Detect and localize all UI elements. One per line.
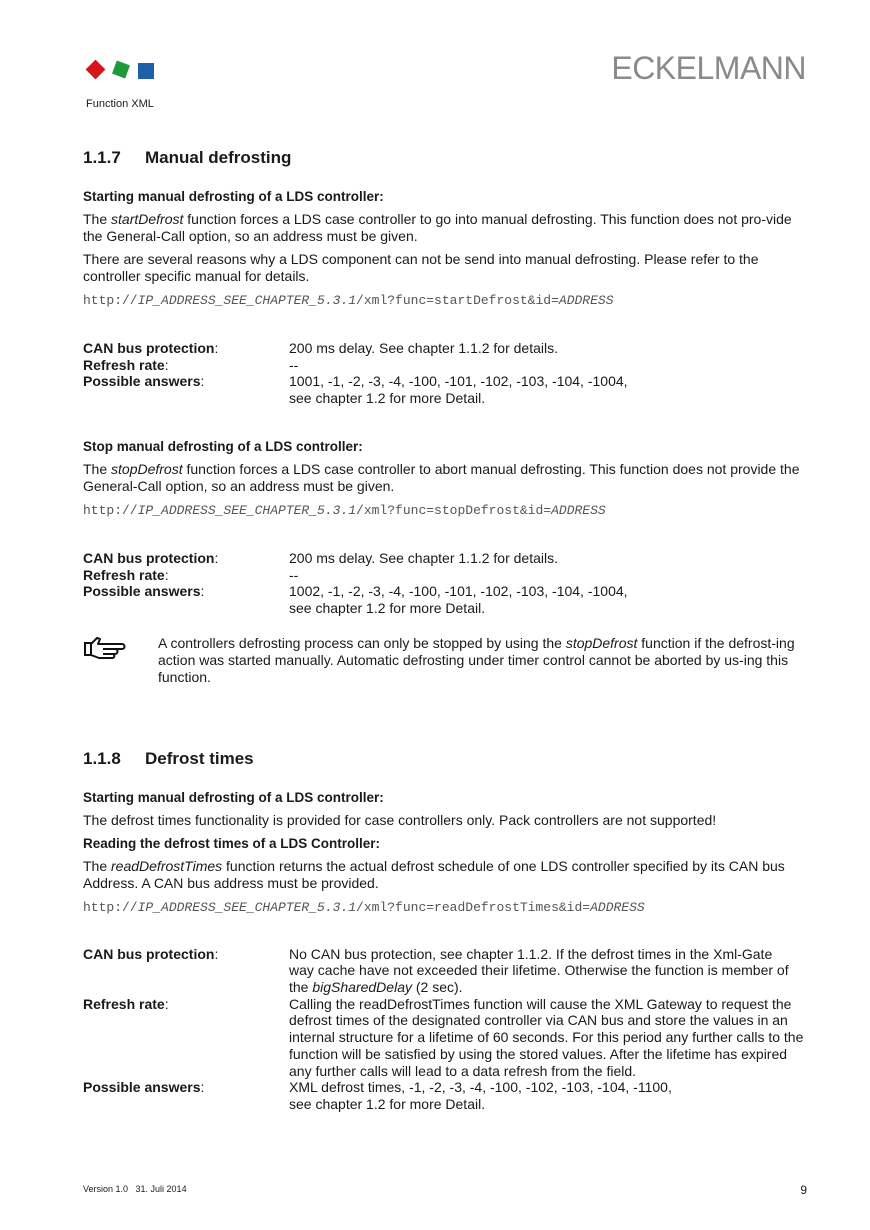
page-content bbox=[83, 140, 807, 1113]
subheading: Starting manual defrosting of a LDS controller: bbox=[83, 789, 384, 805]
url-example: http://IP_ADDRESS_SEE_CHAPTER_5.3.1/xml?func=stopDefrost&id=ADDRESS bbox=[83, 502, 606, 518]
url-example: http://IP_ADDRESS_SEE_CHAPTER_5.3.1/xml?func=readDefrostTimes&id=ADDRESS bbox=[83, 899, 645, 915]
subheading-stop-defrost: Stop manual defrosting of a LDS controller: bbox=[83, 438, 363, 454]
url-example: http://IP_ADDRESS_SEE_CHAPTER_5.3.1/xml?func=startDefrost&id=ADDRESS bbox=[83, 293, 614, 308]
subheading-reading-defrost-times: Reading the defrost times of a LDS Controller: bbox=[83, 835, 381, 851]
paragraph: The startDefrost function forces a LDS case controller to go into manual defrosting. This function does not pro-vide the General-Call option, so an address must be given. bbox=[83, 211, 792, 244]
footer-version: Version 1.0 31. Juli 2014 bbox=[83, 1184, 187, 1194]
section-heading-1-1-8: 1.1.8 Defrost times bbox=[83, 748, 254, 768]
paragraph: The stopDefrost function forces a LDS case controller to abort manual defrosting. This function does not provide the General-Call option, so an address must be given. bbox=[83, 460, 800, 494]
paragraph: The readDefrostTimes function returns the actual defrost schedule of one LDS controller specified by its CAN bus Address. A CAN bus address must be provided. bbox=[83, 857, 785, 891]
pointing-hand-icon bbox=[83, 635, 158, 686]
brand-name: ECKELMANN bbox=[611, 50, 806, 86]
properties-table: CAN bus protection: No CAN bus protection, see chapter 1.1.2. If the defrost times in the Xml-Gate way cache have not exceeded their lifetime. Otherwise the function is member of the bigSharedDelay (2 sec). Refresh rate: Calling the readDefrostTimes function will cause the XML Gateway to request the defrost times of the designated controller via CAN bus and store the values in an internal structure for a lifetime of 60 seconds. For this period any further calls to the function will be satisfied by using the stored values. After the lifetime has expired any further calls will lead to a data refresh from the field. Possible answers: XML defrost times, -1, -2, -3, -4, -100, -102, -103, -104, -1100, see chapter 1.2 for more Detail. bbox=[83, 945, 804, 1112]
section-heading-1-1-7: 1.1.7 Manual defrosting bbox=[83, 148, 292, 167]
paragraph: There are several reasons why a LDS component can not be send into manual defrosting. Please refer to the controller specific manual for details. bbox=[83, 251, 759, 284]
properties-table: CAN bus protection: 200 ms delay. See chapter 1.1.2 for details. Refresh rate: -- Possible answers: 1002, -1, -2, -3, -4, -100, -101, -102, -103, -104, -1004, see chapter 1.2 for more Detail. bbox=[83, 549, 628, 616]
note-block bbox=[83, 635, 807, 686]
section-label: Function XML bbox=[86, 98, 154, 110]
properties-table: CAN bus protection: 200 ms delay. See chapter 1.1.2 for details. Refresh rate: -- Possible answers: 1001, -1, -2, -3, -4, -100, -101, -102, -103, -104, -1004, see chapter 1.2 for more Detail. bbox=[83, 340, 628, 407]
paragraph: The defrost times functionality is provided for case controllers only. Pack controllers are not supported! bbox=[83, 811, 717, 828]
page-number: 9 bbox=[800, 1183, 807, 1197]
note-text: A controllers defrosting process can only be stopped by using the stopDefrost function if the defrost-ing action was started manually. Automatic defrosting under timer control cannot be aborted by us-ing this function. bbox=[158, 634, 795, 685]
subheading-start-defrost: Starting manual defrosting of a LDS controller: bbox=[83, 189, 384, 204]
